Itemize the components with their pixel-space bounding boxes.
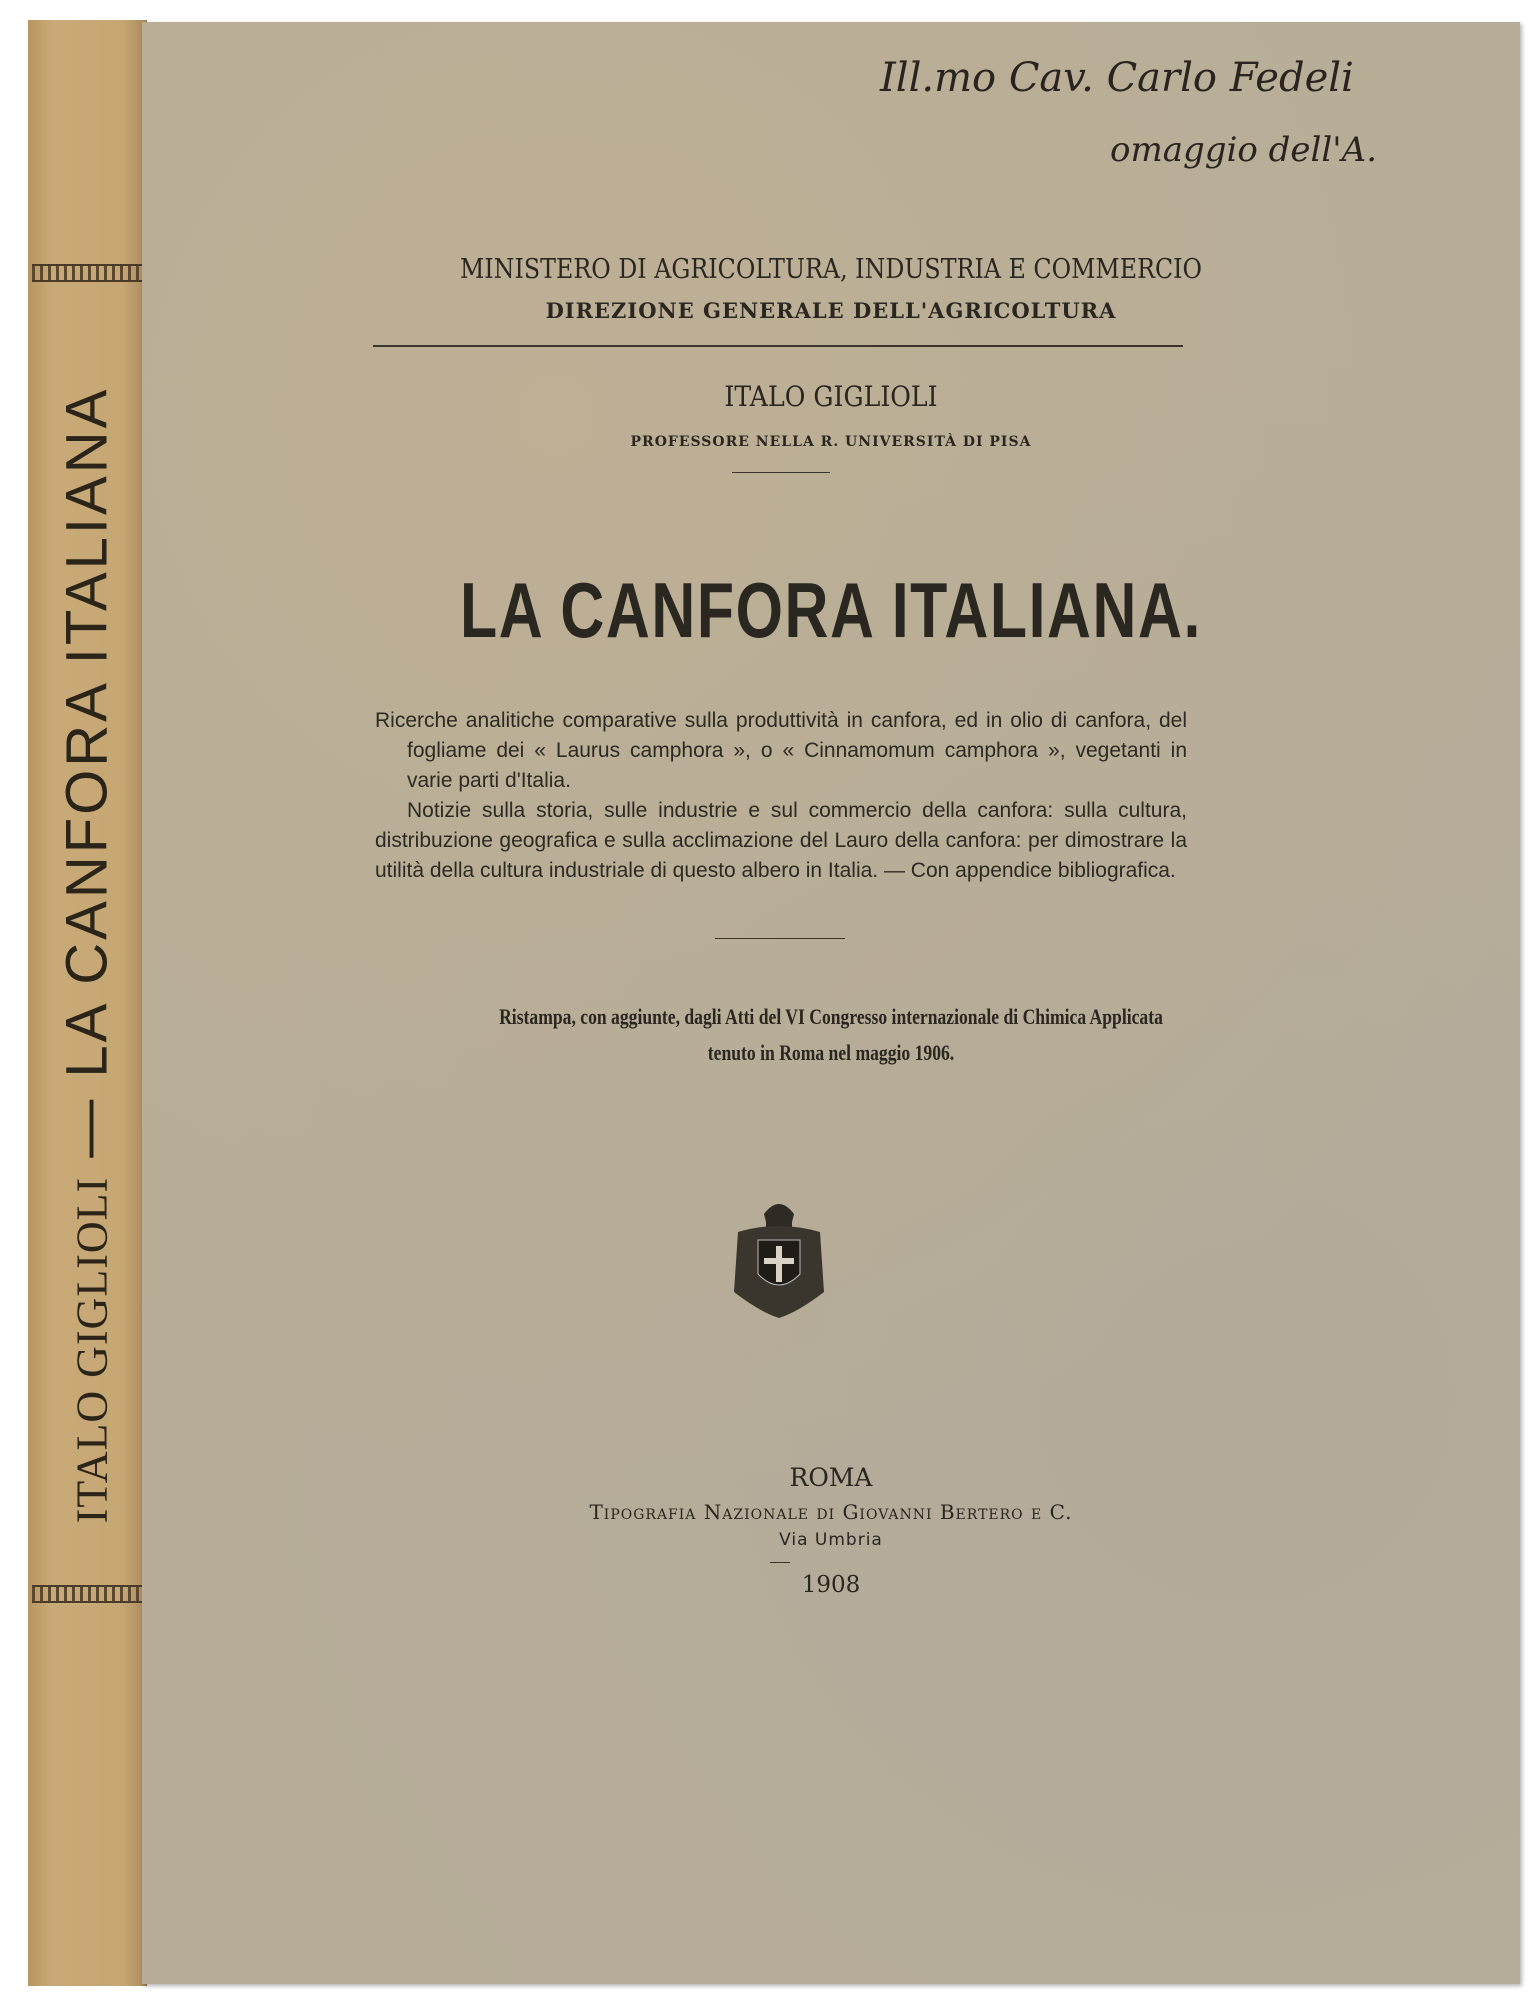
handwritten-inscription-line2: omaggio dell'A. <box>1110 130 1378 170</box>
imprint-printer: Tipografia Nazionale di Giovanni Bertero e C. <box>589 1500 1073 1524</box>
author-rule <box>732 472 830 473</box>
author-name: ITALO GIGLIOLI <box>724 380 938 413</box>
spine-separator: — <box>54 1077 120 1177</box>
book-title: LA CANFORA ITALIANA. <box>459 566 1203 654</box>
spine-text <box>54 387 121 1524</box>
ministry-heading: MINISTERO DI AGRICOLTURA, INDUSTRIA E COMMERCIO <box>459 254 1203 285</box>
handwritten-inscription-line1: Ill.mo Cav. Carlo Fedeli <box>880 55 1354 101</box>
imprint-street: Via Umbria <box>779 1530 883 1550</box>
spine-title: LA CANFORA ITALIANA <box>54 386 120 1078</box>
imprint-rule <box>770 1562 790 1563</box>
imprint-city: ROMA <box>789 1463 873 1492</box>
directorate-heading: DIREZIONE GENERALE DELL'AGRICOLTURA <box>545 298 1117 323</box>
author-affiliation: PROFESSORE NELLA R. UNIVERSITÀ DI PISA <box>630 434 1032 450</box>
spine-author: ITALO GIGLIOLI <box>67 1176 117 1524</box>
reprint-line1: Ristampa, con aggiunte, dagli Atti del VI Congresso internazionale di Chimica Applicata <box>499 1004 1163 1029</box>
book-spine <box>28 20 147 1986</box>
description-paragraph-1: Ricerche analitiche comparative sulla produttività in canfora, ed in olio di canfora, del fogliame dei « Laurus camphora », o « Cinnamomum camphora », vegetanti in varie parti d'Italia. <box>375 709 1187 792</box>
spine-ornament-top <box>32 264 142 282</box>
description-rule <box>715 938 845 939</box>
royal-coat-of-arms-emblem <box>728 1192 830 1322</box>
spine-ornament-bottom <box>32 1585 142 1603</box>
description-paragraph-2: Notizie sulla storia, sulle industrie e sul commercio della canfora: sulla cultura, distribuzione geografica e sulla acclimazione del Lauro della canfora: per dimostrare la utilità della cultura industriale di questo albero in Italia. — Con appendice bibliografica. <box>375 799 1187 882</box>
imprint-year: 1908 <box>801 1572 861 1598</box>
header-rule <box>373 345 1183 347</box>
description <box>375 706 1187 886</box>
reprint-line2: tenuto in Roma nel maggio 1906. <box>707 1040 955 1065</box>
